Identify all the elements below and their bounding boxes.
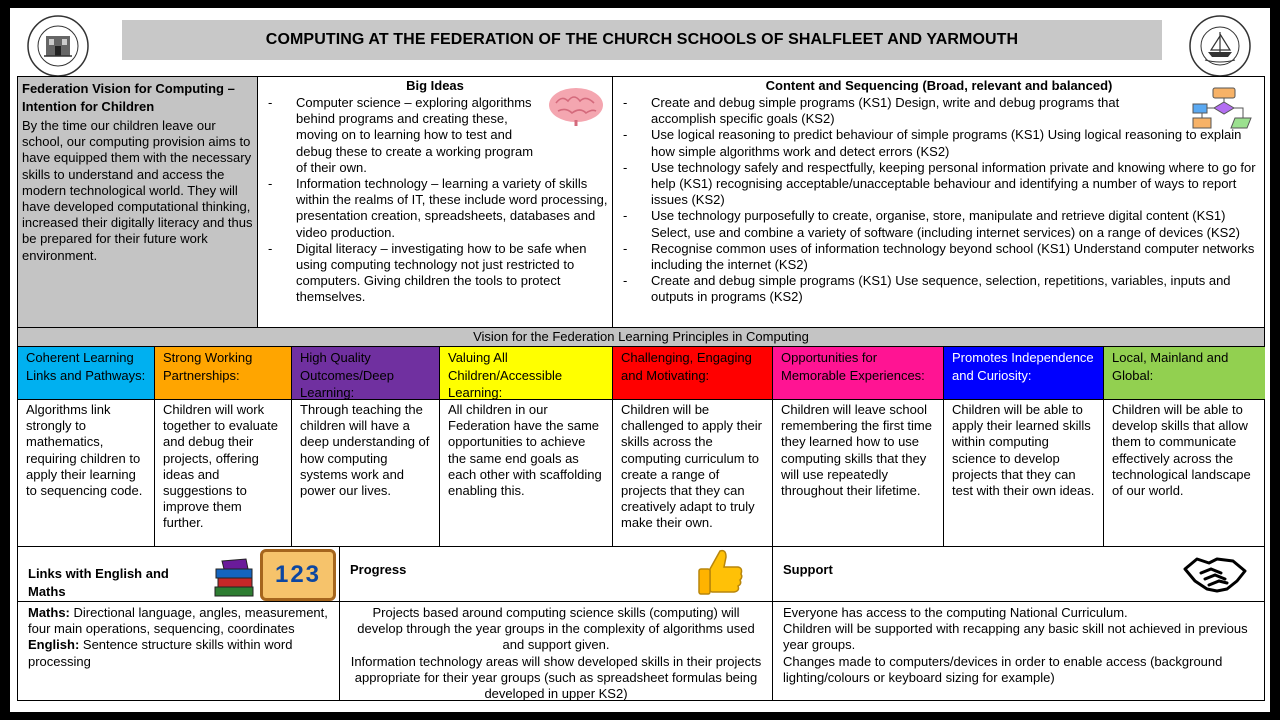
thumbs-up-icon <box>696 547 744 599</box>
progress-body <box>340 602 772 705</box>
vision-title: Federation Vision for Computing – Intention for Children <box>22 81 235 114</box>
links-body <box>18 602 339 673</box>
support-line: Children will be supported with recapping any basic skill not achieved in previous year groups. <box>783 621 1248 653</box>
progress-column <box>340 547 773 700</box>
list-item: - Use technology safely and respectfully, keeping personal information private and knowing where to go for help (KS1) recognising acceptable/unacceptable behaviour and identifying a number of ways to report issues (KS2) <box>613 160 1257 209</box>
principle-quality <box>292 347 440 546</box>
links-head <box>18 547 339 602</box>
list-item: - Use technology purposefully to create, organise, store, manipulate and retrieve digital content (KS1) Select, use and combine a variety of software (including internet services) on a range of devices (KS2) <box>613 208 1257 240</box>
principle-head: Valuing All Children/Accessible Learning: <box>440 347 612 400</box>
yarmouth-school-logo <box>16 14 100 78</box>
support-title: Support <box>783 562 833 577</box>
top-section <box>17 76 1265 328</box>
english-label: English: <box>28 637 80 653</box>
principle-body: Children will be able to develop skills that allow them to communicate effectively across the technological landscape of our world. <box>1112 402 1251 499</box>
big-ideas-list <box>258 95 612 306</box>
books-icon <box>212 557 258 599</box>
big-ideas-column <box>258 77 613 327</box>
list-item: - Information technology – learning a variety of skills within the realms of IT, these include word processing, presentation creation, spreadsheets, databases and video production. <box>258 176 608 241</box>
page-title: COMPUTING AT THE FEDERATION OF THE CHURCH SCHOOLS OF SHALFLEET AND YARMOUTH <box>122 20 1162 60</box>
principle-head: Strong Working Partnerships: <box>155 347 291 400</box>
support-head <box>773 547 1265 602</box>
numbers-icon-label: 123 <box>274 561 322 588</box>
support-column <box>773 547 1265 700</box>
principles-grid <box>17 347 1265 547</box>
principle-body: Children will work together to evaluate and debug their projects, offering ideas and suggestions to improve them further. <box>163 402 278 531</box>
content-column <box>613 77 1265 327</box>
bottom-section <box>17 547 1265 701</box>
principle-body: All children in our Federation have the same opportunities to achieve the same end goals as each other with scaffolding enabling this. <box>448 402 602 499</box>
maths-line <box>28 605 329 637</box>
principle-global <box>1104 347 1265 546</box>
principle-body: Algorithms link strongly to mathematics, requiring children to apply their learning to sequencing code. <box>26 402 143 499</box>
principle-coherent <box>18 347 155 546</box>
progress-text-1: Projects based around computing science skills (computing) will develop through the year groups in the complexity of algorithms used and support given. <box>357 605 755 653</box>
principle-head: High Quality Outcomes/Deep Learning: <box>292 347 439 400</box>
maths-label: Maths: <box>28 605 70 620</box>
document-page <box>8 6 1272 714</box>
list-item: - Create and debug simple programs (KS1) Use sequence, selection, repetitions, variables, inputs and outputs in programs (KS2) <box>613 273 1257 305</box>
progress-title: Progress <box>350 562 407 577</box>
support-body <box>773 602 1265 689</box>
principle-head: Opportunities for Memorable Experiences: <box>773 347 943 400</box>
content-title: Content and Sequencing (Broad, relevant and balanced) <box>765 78 1113 93</box>
maths-text: Directional language, angles, measurement, four main operations, sequencing, coordinates <box>28 605 328 637</box>
header <box>10 8 1270 80</box>
support-line: Changes made to computers/devices in order to enable access (background lighting/colours or keyboard sizing for example) <box>783 653 1223 685</box>
principle-independence <box>944 347 1104 546</box>
principle-head: Challenging, Engaging and Motivating: <box>613 347 772 400</box>
principle-memorable <box>773 347 944 546</box>
progress-head <box>340 547 772 602</box>
handshake-icon <box>1181 549 1249 599</box>
shalfleet-school-logo <box>1178 14 1262 78</box>
list-item: - Computer science – exploring algorithms behind programs and creating these, moving on to learning how to test and debug these to create a working program of their own. <box>258 95 608 176</box>
principle-head: Promotes Independence and Curiosity: <box>944 347 1103 400</box>
principle-partnerships <box>155 347 292 546</box>
big-ideas-title: Big Ideas <box>406 78 464 93</box>
principles-title: Vision for the Federation Learning Principles in Computing <box>17 328 1265 347</box>
list-item: - Use logical reasoning to predict behaviour of simple programs (KS1) Using logical reasoning to explain how simple algorithms work and detect errors (KS2) <box>613 127 1257 159</box>
progress-text-2: Information technology areas will show developed skills in their projects appropriate for their year groups (such as spreadsheet formulas being developed in upper KS2) <box>350 653 762 702</box>
principle-body: Through teaching the children will have a deep understanding of how computing systems work and power our lives. <box>300 402 430 499</box>
links-column <box>18 547 340 700</box>
list-item: - Recognise common uses of information technology beyond school (KS1) Understand computer networks including the internet (KS2) <box>613 241 1257 273</box>
english-text: Sentence structure skills within word processing <box>28 637 293 669</box>
support-line: Everyone has access to the computing National Curriculum. <box>783 605 1128 620</box>
principle-valuing <box>440 347 613 546</box>
list-item: - Create and debug simple programs (KS1) Design, write and debug programs that accomplish specific goals (KS2) <box>613 95 1257 127</box>
links-title: Links with English and Maths <box>28 566 169 599</box>
principle-head: Local, Mainland and Global: <box>1104 347 1265 400</box>
principle-challenging <box>613 347 773 546</box>
numbers-123-icon <box>260 549 336 601</box>
principle-body: Children will leave school remembering the first time they learned how to use computing skills that they will use repeatedly throughout their lifetime. <box>781 402 932 499</box>
english-line <box>28 637 329 669</box>
principle-body: Children will be able to apply their learned skills within computing science to develop projects that they can test with their own ideas. <box>952 402 1095 499</box>
list-item: - Digital literacy – investigating how to be safe when using computing technology not just restricted to computers. Giving children the tools to protect themselves. <box>258 241 608 306</box>
principle-body: Children will be challenged to apply their skills across the computing curriculum to create a range of projects that they can creatively adapt to truly make their own. <box>621 402 762 531</box>
principle-head: Coherent Learning Links and Pathways: <box>18 347 154 400</box>
vision-text: By the time our children leave our school, our computing provision aims to have equipped them with the necessary skills to understand and access the modern technological world. They will have developed computational thinking, increased their digitally literacy and thus be prepared for their future work environment. <box>22 118 253 263</box>
content-list <box>613 95 1265 306</box>
vision-column <box>18 77 258 327</box>
